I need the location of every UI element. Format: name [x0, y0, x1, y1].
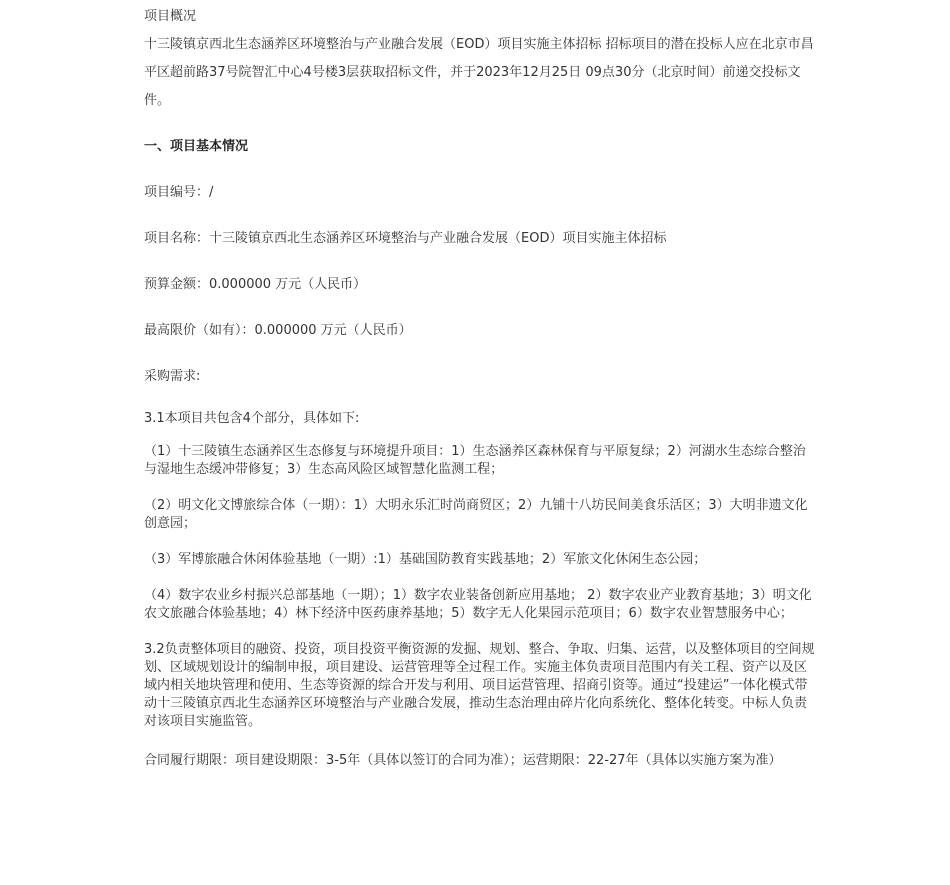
section1-title: 一、项目基本情况	[144, 139, 249, 154]
overview-title: 项目概况	[144, 9, 197, 24]
requirement-item-3: （3）军博旅融合休闲体验基地（一期）:1）基础国防教育实践基地；2）军旅文化休闲生态公园；	[144, 552, 707, 567]
document-body	[144, 3, 816, 775]
requirement-item-4: （4）数字农业乡村振兴总部基地（一期）；1）数字农业装备创新应用基地； 2）数字农业产业教育基地；3）明文化农文旅融合体验基地；4）林下经济中医药康养基地；5）数字无人化果园示范项目；6）数字农业智慧服务中心；	[144, 588, 812, 621]
contract-term: 合同履行期限：项目建设期限：3-5年（具体以签订的合同为准）；运营期限：22-27年（具体以实施方案为准）	[144, 753, 782, 768]
max-price: 最高限价（如有）：0.000000 万元（人民币）	[144, 323, 412, 338]
budget-amount: 预算金额：0.000000 万元（人民币）	[144, 277, 367, 292]
requirement-item-2: （2）明文化文博旅综合体（一期）：1）大明永乐汇时尚商贸区；2）九铺十八坊民间美食乐活区；3）大明非遗文化创意园；	[144, 498, 808, 531]
requirements-intro: 3.1本项目共包含4个部分，具体如下:	[144, 411, 360, 426]
project-number: 项目编号：/	[144, 185, 214, 200]
requirements-label: 采购需求:	[144, 369, 201, 384]
requirement-3-2: 3.2负责整体项目的融资、投资，项目投资平衡资源的发掘、规划、整合、争取、归集、运营，以及整体项目的空间规划、区域规划设计的编制申报，项目建设、运营管理等全过程工作。实施主体负责项目范围内有关工程、资产以及区域内相关地块管理和使用、生态等资源的综合开发与利用、项目运营管理、招商引资等。通过“投建运”一体化模式带动十三陵镇京西北生态涵养区环境整治与产业融合发展，推动生态治理由碎片化向系统化、整体化转变。中标人负责对该项目实施监管。	[144, 642, 815, 729]
requirement-item-1: （1）十三陵镇生态涵养区生态修复与环境提升项目：1）生态涵养区森林保育与平原复绿；2）河湖水生态综合整治与湿地生态缓冲带修复；3）生态高风险区域智慧化监测工程；	[144, 444, 806, 477]
overview-text: 十三陵镇京西北生态涵养区环境整治与产业融合发展（EOD）项目实施主体招标 招标项目的潜在投标人应在北京市昌平区超前路37号院智汇中心4号楼3层获取招标文件，并于2023年12月25日 09点30分（北京时间）前递交投标文件。	[144, 37, 814, 108]
project-name: 项目名称：十三陵镇京西北生态涵养区环境整治与产业融合发展（EOD）项目实施主体招标	[144, 231, 667, 246]
